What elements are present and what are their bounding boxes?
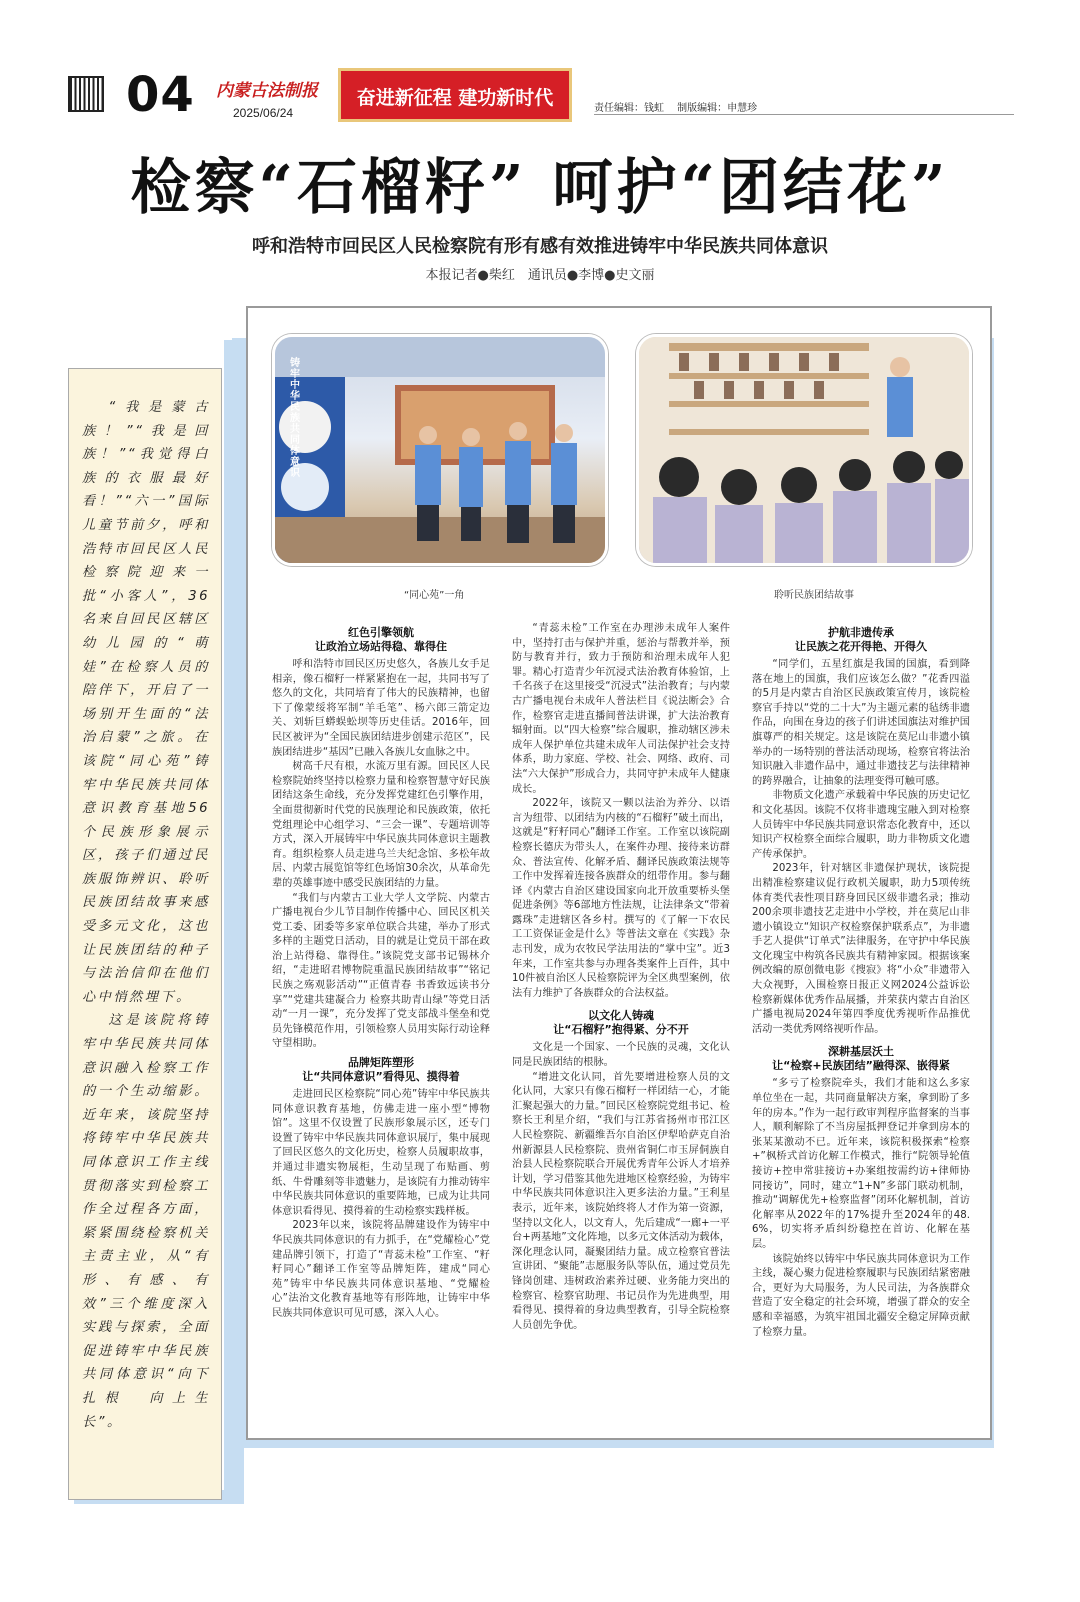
photo-caption: “同心苑”一角	[404, 590, 465, 601]
body-paragraph: “同学们，五星红旗是我国的国旗，看到降落在地上的国旗，我们应该怎么做？”花香四溢的5月是内蒙古自治区民族政策宣传月，该院检察官手持以“党的二十大”为主题元素的毡绣非遗作品，向围在身边的孩子们讲述国旗法对维护国旗尊严的相关规定。这是该院在莫尼山非遗小镇举办的一场特别的普法活动现场，检察官将法治知识融入非遗作品中，通过非遗技艺与法律精神的跨界融合，让抽象的法理变得可触可感。	[752, 659, 970, 787]
section-heading	[752, 626, 970, 654]
section-title-main: 以文化人铸魂	[588, 1009, 654, 1023]
body-paragraph: 走进回民区检察院“同心苑”铸牢中华民族共同体意识教育基地，仿佛走进一座小型“博物馆”。这里不仅设置了民族形象展示区，还专门设置了铸牢中华民族共同体意识展厅，集中展现了回民区悠久的文化历史，检察人员履职故事，并通过非遗实物展柜，生动呈现了布贴画、剪纸、牛骨雕刻等非遗魅力，是该院有力推动铸牢中华民族共同体意识的重要阵地，已成为让共同体意识看得见、摸得着的生动检察实践样板。	[272, 1089, 490, 1217]
slogan-banner: 奋进新征程 建功新时代	[338, 68, 572, 122]
photo-caption: 聆听民族团结故事	[774, 590, 854, 601]
qr-code-icon	[68, 76, 104, 112]
section-heading	[272, 626, 490, 654]
section-heading	[272, 1056, 490, 1084]
body-paragraph: 2022年，该院又一颗以法治为养分、以语言为纽带、以团结为内核的“石榴籽”破土而出，这就是“籽籽同心”翻译工作室。工作室以该院副检察长德庆为带头人，在案件办理、接待来访群众、普法宣传、化解矛盾、翻译民族政策法规等工作中发挥着连接各族群众的纽带作用。参与翻译《内蒙古自治区建设国家向北开放重要桥头堡促进条例》等6部地方性法规，让法律条文“带着露珠”走进辖区各乡村。撰写的《了解一下农民工工资保证金是什么》等普法文章在《实践》杂志刊发，成为农牧民学法用法的“掌中宝”。近3年来，工作室共参与办理各类案件上百件，其中10件被自治区人民检察院评为全区典型案例，依法有力维护了各族群众的合法权益。	[512, 798, 730, 999]
masthead-divider	[594, 114, 1014, 115]
body-paragraph: “增进文化认同，首先要增进检察人员的文化认同，大家只有像石榴籽一样团结一心，才能汇聚起强大的力量。”回民区检察院党组书记、检察长王利星介绍，“我们与江苏省扬州市邗江区人民检察院、新疆维吾尔自治区伊犁哈萨克自治州新源县人民检察院、贵州省铜仁市玉屏侗族自治县人民检察院联合开展优秀青年公诉人才培养计划，学习借鉴其他先进地区检察经验，为铸牢中华民族共同体意识注入更多法治力量。”王利星表示，近年来，该院始终将人才作为第一资源，坚持以文化人，以文育人，先后建成“一廊+一平台+两基地”文化阵地，以多元文体活动为载体，深化理念认同，凝聚团结力量。成立检察官普法宣讲团、“聚能”志愿服务队等队伍，通过党员先锋岗创建、违树政治素养过硬、业务能力突出的检察官、检察官助理、书记员作为先进典型，用看得见、摸得着的身边典型教育，引导全院检察人员创先争优。	[512, 1071, 730, 1331]
body-paragraph: 文化是一个国家、一个民族的灵魂，文化认同是民族团结的根脉。	[512, 1042, 730, 1069]
article-column-2	[512, 622, 730, 1333]
body-paragraph: “多亏了检察院牵头，我们才能和这么多家单位坐在一起，共同商量解决方案，拿到盼了多年的房本。”作为一起行政审判程序监督案的当事人，顺利解除了不当房屋抵押登记并拿到房本的张某某激动不已。近年来，该院积极探索“检察+”枫桥式首访化解工作模式，推行“院领导轮值接访+控申常驻接访+办案组按需约访+律师协同接访”，同时，建立“1+N”多部门联动机制，推动“调解优先+检察监督”闭环化解机制，首访化解率从2022年的17%提升至2024年的48.6%，切实将矛盾纠纷稳控在首访、化解在基层。	[752, 1078, 970, 1250]
section-title-sub: 让“检察+民族团结”融得深、嵌得紧	[772, 1059, 950, 1073]
photo-tongxinyuan	[272, 334, 608, 566]
section-heading	[512, 1009, 730, 1037]
body-paragraph: “青蕊未检”工作室在办理涉未成年人案件中，坚持打击与保护并重，惩治与帮教并举，预防与教育并行，致力于预防和治理未成年人犯罪。精心打造青少年沉浸式法治教育体验馆，上千名孩子在这里接受“沉浸式”法治教育；与内蒙古广播电视台未成年人普法栏目《说法断会》合作，检察官走进直播间普法讲课，扩大法治教育辐射面。以“四大检察”综合履职，推动辖区涉未成年人保护单位共建未成年人司法保护社会支持体系，助力家庭、学校、社会、网络、政府、司法“六大保护”形成合力，共同守护未成年人健康成长。	[512, 623, 730, 795]
body-paragraph: “我们与内蒙古工业大学人文学院、内蒙古广播电视台少儿节目制作传播中心、回民区机关党工委、团委等多家单位联合共建，举办了形式多样的主题党日活动，目的就是让党员干部在政治上站得稳、靠得住。”该院党支部书记锡林介绍，“走进昭君博物院重温民族团结故事”“铭记民族之殇观影活动”“正值青春 书香致远读书分享”“党建共建凝合力 检察共助青山绿”等党日活动“一月一课”，充分发挥了党支部战斗堡垒和党员先锋模范作用，引领检察人员用实际行动诠释守望相助。	[272, 892, 490, 1050]
newspaper-name: 内蒙古法制报	[216, 81, 318, 101]
body-paragraph: 2023年以来，该院将品牌建设作为铸牢中华民族共同体意识的有力抓手，在“党耀检心”党建品牌引领下，打造了“青蕊未检”工作室、“籽籽同心”翻译工作室等品牌矩阵，建成“同心苑”铸牢中华民族共同体意识基地、“党耀检心”法治文化教育基地等有形阵地，让铸牢中华民族共同体意识可见可感，深入人心。	[272, 1220, 490, 1319]
section-title-main: 护航非遗传承	[828, 626, 894, 639]
photo-tongxinyuan-scene	[275, 337, 605, 563]
section-title-sub: 让“石榴籽”抱得紧、分不开	[553, 1023, 689, 1037]
article-subheadline: 呼和浩特市回民区人民检察院有形有感有效推进铸牢中华民族共同体意识	[252, 236, 828, 257]
photo-story-listening	[636, 334, 972, 566]
sidebar-lead-text	[82, 396, 210, 1434]
section-title-sub: 让政治立场站得稳、靠得住	[315, 640, 447, 653]
article-column-1	[272, 622, 490, 1322]
article-byline: 本报记者●柴红 通讯员●李博●史文丽	[425, 268, 655, 283]
section-title-main: 品牌矩阵塑形	[348, 1056, 414, 1070]
section-title-sub: 让民族之花开得艳、开得久	[795, 640, 927, 653]
article-headline: 检察“石榴籽” 呵护“团结花”	[130, 153, 950, 223]
section-heading	[752, 1045, 970, 1073]
sidebar-paragraph: 这是该院将铸牢中华民族共同体意识融入检察工作的一个生动缩影。近年来，该院坚持将铸牢中华民族共同体意识工作主线贯彻落实到检察工作全过程各方面，紧紧围绕检察机关主责主业，从“有形、有感、有效”三个维度深入实践与探索，全面促进铸牢中华民族共同体意识“向下扎根 向上生长”。	[82, 1013, 210, 1430]
body-paragraph: 该院始终以铸牢中华民族共同体意识为工作主线，凝心聚力促进检察履职与民族团结紧密融合，更好为大局服务，为人民司法，为各族群众营造了安全稳定的社会环境，增强了群众的安全感和幸福感，为筑牢祖国北疆安全稳定屏障贡献了检察力量。	[752, 1253, 970, 1338]
editor-credits: 责任编辑：钱虹 制版编辑：申慧珍	[594, 103, 758, 114]
body-paragraph: 2023年，针对辖区非遗保护现状，该院提出精准检察建议促行政机关履职，助力5项传统体育类代表性项目跻身回民区级非遗名录；推动200余项非遗技艺走进中小学校，并在莫尼山非遗小镇设立“知识产权检察保护联系点”，为非遗手艺人提供“订单式”法律服务，在守护中华民族文化瑰宝中构筑各民族共有精神家园。根据该案例改编的原创微电影《搜寂》将“小众”非遗带入大众视野，入围检察日报正义网2024公益诉讼检察新媒体优秀作品展播，并荣获内蒙古自治区广播电视局2024年第四季度优秀视听作品推优活动一类优秀网络视听作品。	[752, 863, 970, 1035]
photo-sign-text: 铸牢中华民族共同体意识	[290, 358, 300, 479]
photo-story-scene	[639, 337, 969, 563]
section-title-sub: 让“共同体意识”看得见、摸得着	[302, 1070, 460, 1084]
body-paragraph: 树高千尺有根，水流万里有源。回民区人民检察院始终坚持以检察力量和检察智慧守好民族团结这条生命线，充分发挥党建红色引擎作用，全面贯彻新时代党的民族理论和民族政策，依托党组理论中心组学习、“三会一课”、专题培训等方式，深入开展铸牢中华民族共同体意识主题教育。组织检察人员走进乌兰夫纪念馆、多松年故居、内蒙古展览馆等红色场馆30余次，从革命先辈的英雄事迹中感受民族团结的力量。	[272, 761, 490, 889]
page-number: 04	[126, 67, 195, 123]
body-paragraph: 非物质文化遗产承载着中华民族的历史记忆和文化基因。该院不仅将非遗瑰宝融入到对检察人员铸牢中华民族共同意识常态化教育中，还以知识产权检察全面综合履职，助力非物质文化遗产传承保护。	[752, 790, 970, 860]
section-title-main: 红色引擎领航	[348, 626, 414, 639]
body-paragraph: 呼和浩特市回民区历史悠久，各族儿女手足相亲，像石榴籽一样紧紧抱在一起，共同书写了悠久的文化，共同培育了伟大的民族精神，也留下了像蒙绥将军制“羊毛笔”、杨六郎三箭定边关、刘斩巨蟒蜈蚣坝等历史佳话。2016年，回民区被评为“全国民族团结进步创建示范区”，民族团结进步“基因”已融入各族儿女血脉之中。	[272, 659, 490, 758]
issue-date: 2025/06/24	[233, 106, 294, 120]
section-title-main: 深耕基层沃土	[828, 1045, 894, 1059]
sidebar-paragraph: “我是蒙古族！”“我是回族！”“我觉得白族的衣服最好看！”“六一”国际儿童节前夕，呼和浩特市回民区人民检察院迎来一批“小客人”，36名来自回民区辖区幼儿园的“萌娃”在检察人员的陪伴下，开启了一场别开生面的“法治启蒙”之旅。在该院“同心苑”铸牢中华民族共同体意识教育基地56个民族形象展示区，孩子们通过民族服饰辨识、聆听民族团结故事来感受多元文化，这也让民族团结的种子与法治信仰在他们心中悄然埋下。	[82, 400, 210, 1005]
article-column-3	[752, 622, 970, 1340]
